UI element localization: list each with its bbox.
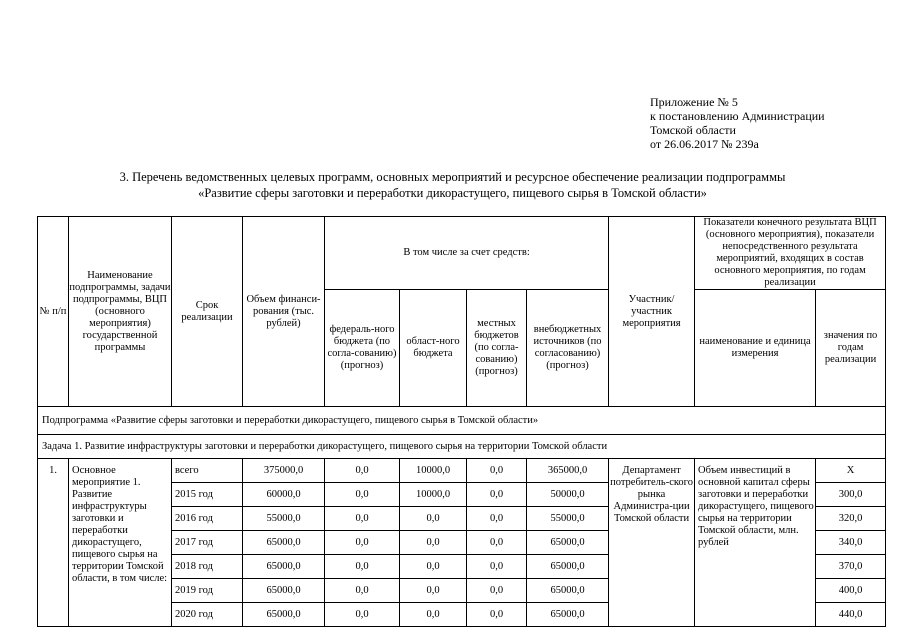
measure-num: 1.: [38, 459, 69, 627]
header-name: Наименование подпрограммы, задачи подпрограммы, ВЦП (основного мероприятия) государственной программы: [69, 217, 172, 407]
measure-participant: Департамент потребитель-ского рынка Администра-ции Томской области: [609, 459, 695, 627]
header-participant: Участник/ участник мероприятия: [609, 217, 695, 407]
row-local: 0,0: [467, 603, 527, 627]
row-regional: 0,0: [400, 603, 467, 627]
appendix-line: Приложение № 5: [650, 95, 738, 109]
row-regional: 10000,0: [400, 483, 467, 507]
appendix-line: Томской области: [650, 123, 736, 137]
row-offbudget: 65000,0: [527, 531, 609, 555]
row-local: 0,0: [467, 483, 527, 507]
header-volume: Объем финанси-рования (тыс. рублей): [243, 217, 325, 407]
header-ind-values: значения по годам реализации: [816, 290, 886, 407]
document-title: [30, 169, 875, 201]
row-period: 2018 год: [172, 555, 243, 579]
row-local: 0,0: [467, 507, 527, 531]
row-local: 0,0: [467, 459, 527, 483]
row-federal: 0,0: [325, 603, 400, 627]
measure-indicator: Объем инвестиций в основной капитал сферы заготовки и переработки дикорастущего, пищевого сырья на территории Томской области, млн. рублей: [695, 459, 816, 627]
header-ind-name: наименование и единица измерения: [695, 290, 816, 407]
row-volume: 60000,0: [243, 483, 325, 507]
row-value: 400,0: [816, 579, 886, 603]
row-volume: 65000,0: [243, 555, 325, 579]
row-period: 2020 год: [172, 603, 243, 627]
row-offbudget: 50000,0: [527, 483, 609, 507]
row-offbudget: 365000,0: [527, 459, 609, 483]
program-table: [37, 216, 886, 627]
row-regional: 0,0: [400, 507, 467, 531]
row-local: 0,0: [467, 579, 527, 603]
row-volume: 55000,0: [243, 507, 325, 531]
row-regional: 0,0: [400, 555, 467, 579]
row-federal: 0,0: [325, 483, 400, 507]
row-regional: 10000,0: [400, 459, 467, 483]
title-line-2: «Развитие сферы заготовки и переработки дикорастущего, пищевого сырья в Томской области»: [198, 186, 707, 200]
row-value: 300,0: [816, 483, 886, 507]
row-federal: 0,0: [325, 459, 400, 483]
row-local: 0,0: [467, 555, 527, 579]
subprogram-row: Подпрограмма «Развитие сферы заготовки и переработки дикорастущего, пищевого сырья в Томской области»: [38, 407, 886, 435]
row-period: всего: [172, 459, 243, 483]
header-local: местных бюджетов (по согла-сованию) (прогноз): [467, 290, 527, 407]
header-num: № п/п: [38, 217, 69, 407]
row-volume: 65000,0: [243, 579, 325, 603]
header-federal: федераль-ного бюджета (по согла-сованию) (прогноз): [325, 290, 400, 407]
row-period: 2017 год: [172, 531, 243, 555]
appendix-block: [650, 95, 825, 151]
row-volume: 375000,0: [243, 459, 325, 483]
row-period: 2015 год: [172, 483, 243, 507]
row-regional: 0,0: [400, 579, 467, 603]
appendix-line: к постановлению Администрации: [650, 109, 825, 123]
title-line-1: 3. Перечень ведомственных целевых программ, основных мероприятий и ресурсное обеспечение реализации подпрограммы: [119, 170, 786, 184]
row-volume: 65000,0: [243, 531, 325, 555]
row-local: 0,0: [467, 531, 527, 555]
header-regional: област-ного бюджета: [400, 290, 467, 407]
row-federal: 0,0: [325, 531, 400, 555]
row-federal: 0,0: [325, 579, 400, 603]
row-period: 2016 год: [172, 507, 243, 531]
row-value: 370,0: [816, 555, 886, 579]
row-regional: 0,0: [400, 531, 467, 555]
header-including: В том числе за счет средств:: [325, 217, 609, 290]
row-volume: 65000,0: [243, 603, 325, 627]
row-period: 2019 год: [172, 579, 243, 603]
row-offbudget: 65000,0: [527, 555, 609, 579]
row-offbudget: 65000,0: [527, 579, 609, 603]
header-offbudget: внебюджетных источников (по согласованию) (прогноз): [527, 290, 609, 407]
row-federal: 0,0: [325, 507, 400, 531]
row-offbudget: 65000,0: [527, 603, 609, 627]
row-federal: 0,0: [325, 555, 400, 579]
row-offbudget: 55000,0: [527, 507, 609, 531]
measure-name: Основное мероприятие 1. Развитие инфраструктуры заготовки и переработки дикорастущего, пищевого сырья на территории Томской области, в том числе:: [69, 459, 172, 627]
header-term: Срок реализации: [172, 217, 243, 407]
task-row: Задача 1. Развитие инфраструктуры заготовки и переработки дикорастущего, пищевого сырья на территории Томской области: [38, 435, 886, 459]
row-value: 340,0: [816, 531, 886, 555]
row-value: 320,0: [816, 507, 886, 531]
appendix-line: от 26.06.2017 № 239а: [650, 137, 759, 151]
row-value: 440,0: [816, 603, 886, 627]
header-indicators: Показатели конечного результата ВЦП (основного мероприятия), показатели непосредственного результата мероприятий, входящих в состав основного мероприятия, по годам реализации: [695, 217, 886, 290]
row-value: X: [816, 459, 886, 483]
